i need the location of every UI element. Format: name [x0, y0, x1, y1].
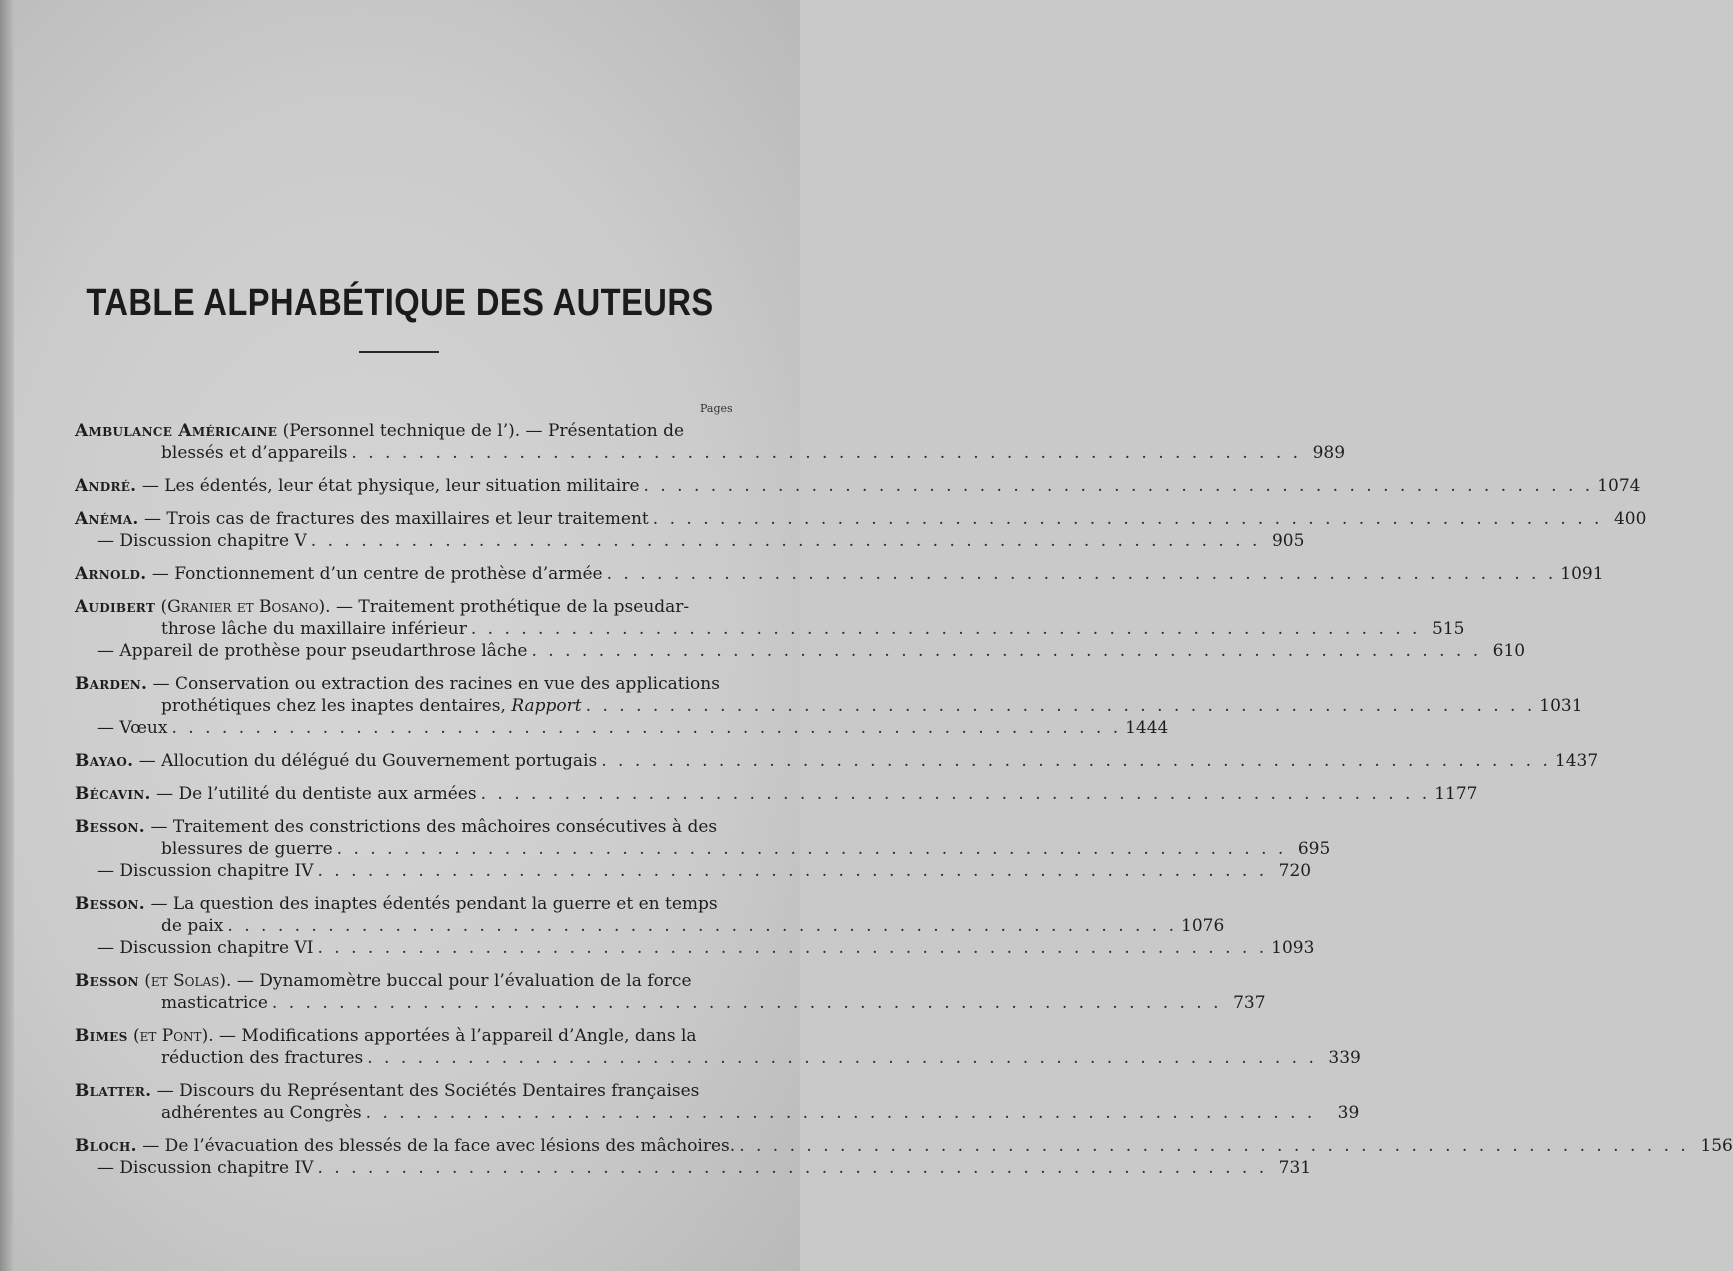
- leader-dots: [531, 640, 1481, 662]
- entry-text: — Modifications apportées à l’appareil d’Angle, dans la: [219, 1026, 697, 1046]
- leader-dots: [311, 530, 1261, 552]
- entry-line: [75, 783, 1478, 805]
- index-entry: [75, 816, 1331, 882]
- leader-dots: [351, 442, 1301, 464]
- author-name: Besson: [75, 971, 139, 991]
- author-index-list: [75, 420, 1733, 1190]
- author-name: Barden.: [75, 674, 148, 694]
- entry-line: [75, 420, 737, 442]
- leader-dots: [644, 475, 1594, 497]
- page-number: 695: [1297, 839, 1331, 859]
- page-number: 1076: [1181, 916, 1225, 936]
- index-entry: [75, 1135, 1733, 1179]
- leader-dots: [739, 1135, 1689, 1157]
- leader-dots: [227, 915, 1177, 937]
- author-name: André.: [75, 476, 137, 496]
- co-authors: (et Solas).: [144, 971, 232, 991]
- author-name: Arnold.: [75, 564, 147, 584]
- index-entry: [75, 970, 1266, 1014]
- entry-line: [75, 1102, 1360, 1124]
- page-title: TABLE ALPHABÉTIQUE DES AUTEURS: [86, 282, 714, 324]
- title-divider: [359, 351, 439, 353]
- entry-line: [75, 860, 1312, 882]
- entry-line: [75, 563, 1604, 585]
- entry-line: [75, 1025, 737, 1047]
- leader-dots: [317, 937, 1267, 959]
- entry-text: — Appareil de prothèse pour pseudarthrose lâche: [97, 641, 528, 661]
- page-number: 515: [1432, 619, 1465, 639]
- index-entry: [75, 1080, 1360, 1124]
- entry-line: [75, 508, 1647, 530]
- entry-line: [75, 475, 1641, 497]
- author-name: Bloch.: [75, 1136, 137, 1156]
- leader-dots: [367, 1047, 1317, 1069]
- entry-line: [75, 695, 1583, 717]
- entry-text: — De l’évacuation des blessés de la face avec lésions des mâchoires.: [142, 1136, 736, 1156]
- page-number: 731: [1278, 1158, 1312, 1178]
- leader-dots: [481, 783, 1431, 805]
- page-number: 610: [1492, 641, 1526, 661]
- entry-text: — De l’utilité du dentiste aux armées: [156, 784, 477, 804]
- page-number: 1091: [1560, 564, 1604, 584]
- page-number: 737: [1233, 993, 1266, 1013]
- entry-line: [75, 596, 737, 618]
- entry-text: throse lâche du maxillaire inférieur: [161, 619, 467, 639]
- leader-dots: [171, 717, 1121, 739]
- leader-dots: [607, 563, 1557, 585]
- index-entry: [75, 475, 1641, 497]
- index-entry: [75, 1025, 1361, 1069]
- entry-line: [75, 915, 1225, 937]
- entry-text: masticatrice: [161, 993, 268, 1013]
- entry-line: [75, 640, 1526, 662]
- entry-text: — Les édentés, leur état physique, leur situation militaire: [141, 476, 640, 496]
- leader-dots: [653, 508, 1603, 530]
- leader-dots: [317, 860, 1267, 882]
- entry-text: — Discussion chapitre IV: [97, 1158, 314, 1178]
- leader-dots: [317, 1157, 1267, 1179]
- page-binding-edge: [0, 0, 14, 1271]
- page-number: 339: [1328, 1048, 1361, 1068]
- pages-column-header: Pages: [700, 402, 733, 415]
- leader-dots: [337, 838, 1287, 860]
- entry-line: [75, 1135, 1733, 1157]
- entry-text: — Fonctionnement d’un centre de prothèse d’armée: [151, 564, 603, 584]
- entry-text: blessures de guerre: [161, 839, 333, 859]
- page-number: 720: [1278, 861, 1312, 881]
- entry-text: — Discussion chapitre IV: [97, 861, 314, 881]
- entry-text: — Discussion chapitre V: [97, 531, 307, 551]
- leader-dots: [586, 695, 1536, 717]
- entry-text: de paix: [161, 916, 224, 936]
- entry-line: [75, 937, 1315, 959]
- leader-dots: [471, 618, 1421, 640]
- page-number: 1074: [1597, 476, 1641, 496]
- index-entry: [75, 420, 1346, 464]
- index-entry: [75, 783, 1478, 805]
- entry-text: (Personnel technique de l’). — Présentation de: [282, 421, 685, 441]
- entry-line: [75, 1080, 737, 1102]
- index-entry: [75, 750, 1599, 772]
- page-number: 400: [1613, 509, 1647, 529]
- page-number: 156: [1700, 1136, 1733, 1156]
- entry-text: — Discussion chapitre VI: [97, 938, 314, 958]
- index-entry: [75, 893, 1315, 959]
- page-number: 39: [1337, 1103, 1360, 1123]
- entry-line: [75, 1047, 1361, 1069]
- entry-line: [75, 750, 1599, 772]
- entry-line: [75, 992, 1266, 1014]
- entry-text-italic: Rapport: [511, 696, 582, 716]
- page-number: 1177: [1434, 784, 1478, 804]
- entry-text: — Traitement des constrictions des mâchoires consécutives à des: [150, 817, 718, 837]
- leader-dots: [366, 1102, 1316, 1124]
- leader-dots: [601, 750, 1551, 772]
- page-number: 1437: [1554, 751, 1599, 771]
- entry-line: [75, 970, 737, 992]
- page-number: 989: [1312, 443, 1346, 463]
- index-entry: [75, 508, 1647, 552]
- entry-text: — La question des inaptes édentés pendant la guerre et en temps: [150, 894, 718, 914]
- page-number: 1031: [1539, 696, 1583, 716]
- page-number: 905: [1271, 531, 1305, 551]
- author-name: Besson.: [75, 894, 146, 914]
- entry-text: prothétiques chez les inaptes dentaires,: [161, 696, 506, 716]
- entry-line: [75, 1157, 1312, 1179]
- entry-text: — Allocution du délégué du Gouvernement portugais: [138, 751, 598, 771]
- author-name: Besson.: [75, 817, 146, 837]
- entry-text: adhérentes au Congrès: [161, 1103, 362, 1123]
- leader-dots: [272, 992, 1222, 1014]
- author-name: Ambulance Américaine: [75, 421, 278, 441]
- entry-line: [75, 893, 737, 915]
- index-entry: [75, 563, 1604, 585]
- entry-text: — Trois cas de fractures des maxillaires et leur traitement: [144, 509, 649, 529]
- page-number: 1444: [1125, 718, 1169, 738]
- index-entry: [75, 673, 1583, 739]
- page-number: 1093: [1271, 938, 1315, 958]
- author-name: Anéma.: [75, 509, 139, 529]
- entry-text: — Discours du Représentant des Sociétés Dentaires françaises: [156, 1081, 700, 1101]
- author-name: Blatter.: [75, 1081, 152, 1101]
- index-entry: [75, 596, 1526, 662]
- entry-line: [75, 673, 737, 695]
- entry-line: [75, 618, 1465, 640]
- co-authors: (Granier et Bosano).: [160, 597, 331, 617]
- entry-text: — Vœux: [97, 718, 168, 738]
- entry-text: — Traitement prothétique de la pseudar-: [336, 597, 690, 617]
- author-name: Audibert: [75, 597, 156, 617]
- entry-line: [75, 717, 1169, 739]
- entry-line: [75, 816, 737, 838]
- entry-text: réduction des fractures: [161, 1048, 364, 1068]
- author-name: Bimes: [75, 1026, 128, 1046]
- author-name: Bayao.: [75, 751, 134, 771]
- entry-text: blessés et d’appareils: [161, 443, 348, 463]
- entry-text: — Conservation ou extraction des racines en vue des applications: [152, 674, 720, 694]
- entry-text: — Dynamomètre buccal pour l’évaluation de la force: [236, 971, 692, 991]
- entry-line: [75, 530, 1305, 552]
- entry-line: [75, 442, 1346, 464]
- entry-line: [75, 838, 1331, 860]
- co-authors: (et Pont).: [132, 1026, 214, 1046]
- author-name: Bécavin.: [75, 784, 151, 804]
